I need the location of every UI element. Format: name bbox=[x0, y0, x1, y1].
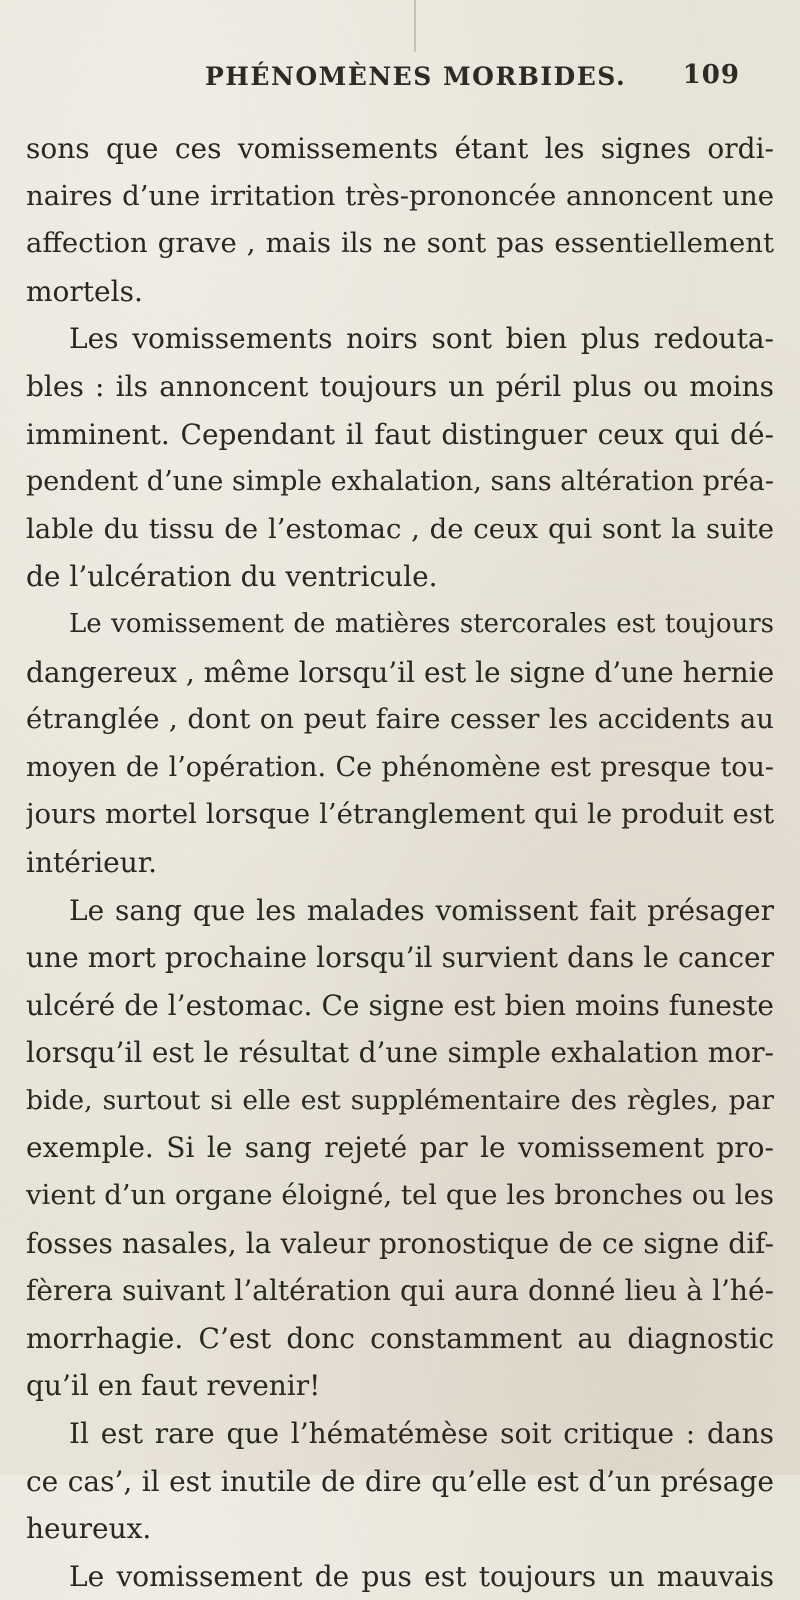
text-line: naires d’une irritation très-prononcée annoncent une bbox=[26, 179, 774, 212]
text-line: de l’ulcération du ventricule. bbox=[26, 560, 438, 594]
text-line: fèrera suivant l’altération qui aura donné lieu à l’hé- bbox=[26, 1274, 774, 1308]
text-line: affection grave , mais ils ne sont pas essentiellement bbox=[26, 227, 774, 260]
text-line: une mort prochaine lorsqu’il survient dans le cancer bbox=[26, 941, 774, 975]
text-line: heureux. bbox=[26, 1512, 152, 1546]
text-line: ulcéré de l’estomac. Ce signe est bien moins funeste bbox=[26, 988, 774, 1022]
text-line: dangereux , même lorsqu’il est le signe d’une hernie bbox=[26, 655, 774, 689]
text-line: intérieur. bbox=[26, 845, 157, 879]
text-line: Le sang que les malades vomissent fait présager bbox=[69, 893, 774, 927]
text-line: lorsqu’il est le résultat d’une simple exhalation mor- bbox=[26, 1036, 774, 1070]
text-line: qu’il en faut revenir! bbox=[26, 1369, 321, 1403]
text-line: moyen de l’opération. Ce phénomène est presque tou- bbox=[26, 751, 774, 783]
text-line: exemple. Si le sang rejeté par le vomissement pro- bbox=[26, 1131, 774, 1165]
text-line: Il est rare que l’hématémèse soit critique : dans bbox=[69, 1417, 774, 1451]
text-line: ce cas’, il est inutile de dire qu’elle est d’un présage bbox=[26, 1464, 774, 1498]
text-line: bles : ils annoncent toujours un péril plus ou moins bbox=[26, 369, 774, 403]
body-text bbox=[26, 125, 774, 1600]
text-line: Les vomissements noirs sont bien plus redouta- bbox=[69, 322, 774, 356]
text-line: bide, surtout si elle est supplémentaire des règles, par bbox=[26, 1084, 774, 1116]
text-line: fosses nasales, la valeur pronostique de ce signe dif- bbox=[26, 1226, 774, 1260]
running-title: PHÉNOMÈNES MORBIDES. bbox=[205, 62, 627, 91]
text-line: vient d’un organe éloigné, tel que les bronches ou les bbox=[26, 1179, 774, 1212]
text-line: étranglée , dont on peut faire cesser les accidents au bbox=[26, 703, 774, 736]
text-line: jours mortel lorsque l’étranglement qui le produit est bbox=[26, 798, 774, 831]
text-line: Le vomissement de pus est toujours un mauvais bbox=[69, 1559, 774, 1593]
text-line: morrhagie. C’est donc constamment au diagnostic bbox=[26, 1321, 774, 1355]
text-line: lable du tissu de l’estomac , de ceux qui sont la suite bbox=[26, 512, 774, 545]
text-line: sons que ces vomissements étant les signes ordi- bbox=[26, 132, 774, 165]
text-line: Le vomissement de matières stercorales est toujours bbox=[69, 608, 774, 639]
text-line: mortels. bbox=[26, 274, 143, 308]
scan-artifact bbox=[414, 0, 416, 52]
text-line: pendent d’une simple exhalation, sans altération préa- bbox=[26, 466, 774, 498]
text-line: imminent. Cependant il faut distinguer ceux qui dé- bbox=[26, 417, 774, 451]
page-number: 109 bbox=[682, 60, 740, 90]
